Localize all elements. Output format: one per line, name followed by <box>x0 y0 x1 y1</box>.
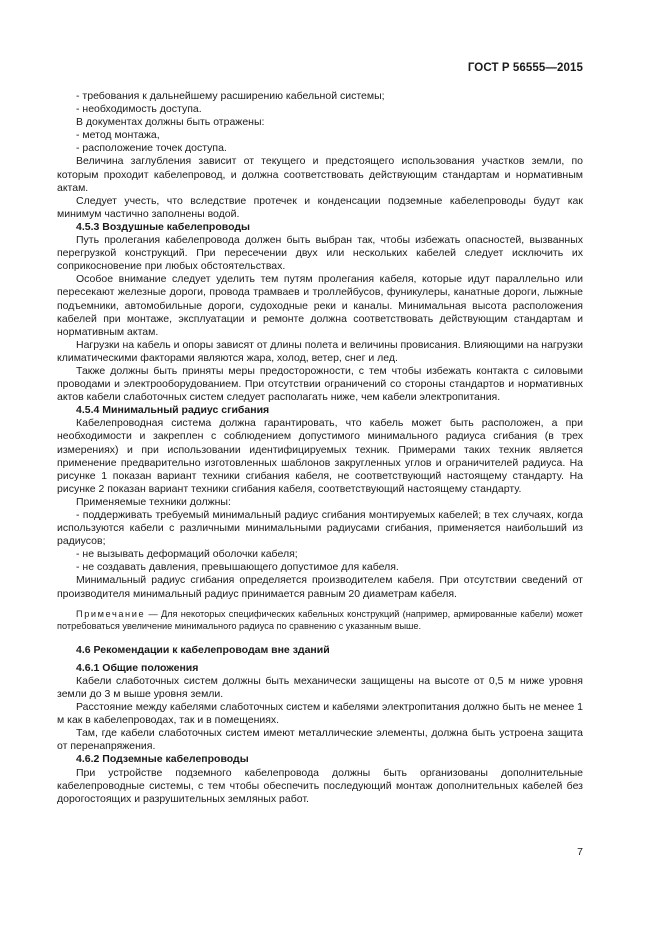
section-heading: 4.6.1 Общие положения <box>76 661 199 674</box>
paragraph: Следует учесть, что вследствие протечек и конденсации подземные кабелепроводы будут как минимум частично заполнены водой. <box>57 194 583 220</box>
paragraph: Особое внимание следует уделить тем путям пролегания кабеля, которые идут параллельно или пересекают железные дороги, провода трамваев и троллейбусов, фуникулеры, канатные дороги, лыжные подъемники, автомобильные дороги, судоходные реки и каналы. Минимальная высота расположения кабелей при монтаже, эксплуатации и ремонте должна соответствовать действующим стандартам и нормативным актам. <box>57 273 583 338</box>
paragraph: В документах должны быть отражены: <box>76 116 265 129</box>
paragraph: - метод монтажа, <box>76 129 160 142</box>
paragraph: Расстояние между кабелями слаботочных систем и кабелями электропитания должно быть не менее 1 м как в кабелепроводах, так и в помещениях. <box>57 701 583 727</box>
paragraph: - не создавать давления, превышающего допустимое для кабеля. <box>76 561 399 574</box>
paragraph: Путь пролегания кабелепровода должен быть выбран так, чтобы избежать опасностей, вызванных перегрузкой конструкций. При пересечении двух или нескольких кабелей следует исключить их соприкосновение при любых обстоятельствах. <box>57 234 583 273</box>
section-heading: 4.6.2 Подземные кабелепроводы <box>76 753 249 766</box>
document-body <box>57 90 583 806</box>
note-text: — Для некоторых специфических кабельных конструкций (например, армированные кабели) может потребоваться увеличение минимального радиуса по сравнению с указанным выше. <box>57 608 583 631</box>
paragraph: - поддерживать требуемый минимальный радиус сгибания монтируемых кабелей; в тех случаях, когда используются кабели с различными минимальными радиусами сгибания, применяется наибольший из радиусов; <box>57 509 583 548</box>
section-title: 4.6 Рекомендации к кабелепроводам вне зданий <box>76 643 330 656</box>
paragraph: Минимальный радиус сгибания определяется производителем кабеля. При отсутствии сведений от производителя минимальный радиус принимается равным 20 диаметрам кабеля. <box>57 574 583 600</box>
note <box>57 608 583 632</box>
section-heading: 4.5.4 Минимальный радиус сгибания <box>76 404 270 417</box>
standard-number: ГОСТ Р 56555—2015 <box>467 62 583 74</box>
paragraph: Там, где кабели слаботочных систем имеют металлические элементы, должна быть устроена защита от перенапряжения. <box>57 727 583 753</box>
paragraph: Применяемые техники должны: <box>76 495 231 508</box>
paragraph: Также должны быть приняты меры предосторожности, с тем чтобы избежать контакта с силовыми проводами и электрооборудованием. При отсутствии ограничений со стороны стандартов и нормативных актов кабели слаботочных систем следует располагать ниже, чем кабели электропитания. <box>57 364 583 404</box>
note-label: Примечание <box>76 608 146 619</box>
paragraph: - необходимость доступа. <box>76 103 202 116</box>
page-number: 7 <box>577 846 583 858</box>
paragraph: Кабели слаботочных систем должны быть механически защищены на высоте от 0,5 м ниже уровня земли до 3 м выше уровня земли. <box>57 674 583 700</box>
paragraph: - требования к дальнейшему расширению кабельной системы; <box>76 90 385 102</box>
paragraph: - не вызывать деформаций оболочки кабеля; <box>76 548 298 561</box>
section-heading: 4.5.3 Воздушные кабелепроводы <box>76 220 250 233</box>
paragraph: Нагрузки на кабель и опоры зависят от длины полета и величины провисания. Влияющими на нагрузки климатическими факторами являются жара, холод, ветер, снег и лед. <box>57 338 583 364</box>
paragraph: Величина заглубления зависит от текущего и предстоящего использования участков земли, по которым проходит кабелепровод, и должна соответствовать действующим стандартам и нормативным актам. <box>57 155 583 194</box>
paragraph: - расположение точек доступа. <box>76 142 227 155</box>
paragraph: При устройстве подземного кабелепровода должны быть организованы дополнительные кабелепроводные системы, с тем чтобы обеспечить последующий монтаж дополнительных кабелей без дорогостоящих и разрушительных земляных работ. <box>57 766 583 805</box>
paragraph: Кабелепроводная система должна гарантировать, что кабель может быть расположен, а при необходимости и закреплен с соблюдением допустимого минимального радиуса сгибания (в трех измерениях) и при использовании идентифицируемых техник. Примерами таких техник является применение предварительно изготовленных шаблонов закругленных углов и ограничителей радиуса. На рисунке 1 показан вариант техники сгибания кабеля, не соответствующий настоящему стандарту. На рисунке 2 показан вариант техники сгибания кабеля, соответствующий настоящему стандарту. <box>57 417 583 495</box>
